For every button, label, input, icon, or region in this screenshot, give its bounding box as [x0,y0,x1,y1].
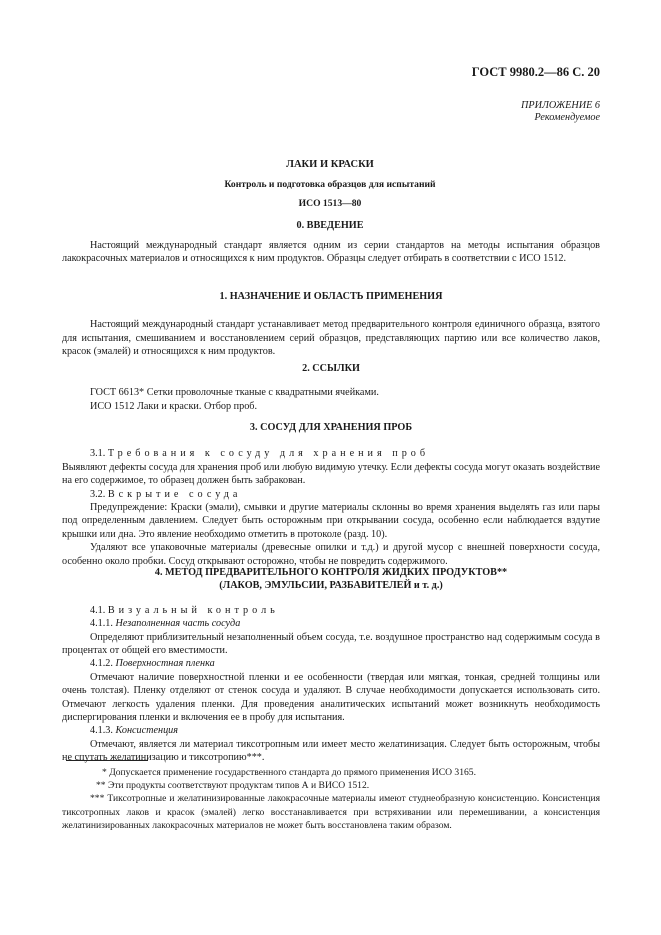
footnote-2: ** Эти продукты соответствуют продуктам типов А и ВИСО 1512. [96,780,370,792]
subsection-3-2-text: Удаляют все упаковочные материалы (древесные опилки и т.д.) и другой мусор с внешней поверхности сосуда, особенно около пробки. Сосуд открывают осторожно, чтобы не повредить содержимого. [62,542,600,567]
subsection-4-1-2-title [62,657,600,670]
subsection-3-1-title [62,447,600,460]
subsection-3-2-warning: Предупреждение: Краски (эмали), смывки и другие материалы склонны во время хранения выделять газ или пары под определенным давлением. Следует быть осторожным при открывании сосуда, особенно если наблюдается вздутие крышки или дна. Это явление необходимо отметить в протоколе (разд. 10). [62,502,600,540]
section-1-heading: 1. НАЗНАЧЕНИЕ И ОБЛАСТЬ ПРИМЕНЕНИЯ [219,291,443,302]
section-0-paragraph: Настоящий международный стандарт является одним из серии стандартов на методы испытания образцов лакокрасочных материалов и относящихся к ним продуктов. Образцы следует отбирать в соответствии с ИСО 1512. [62,240,600,265]
standard-code-header: ГОСТ 9980.2—86 С. 20 [471,65,600,79]
subsection-number: 4.1.1. [90,618,113,630]
section-2-heading: 2. ССЫЛКИ [302,363,360,374]
section-1-paragraph: Настоящий международный стандарт устанавливает метод предварительного контроля единичного образца, взятого для испытания, смешиванием и восстановлением серий образцов, представляющих партию или все количество лаков, красок (эмалей) и относящихся к ним продуктов. [62,319,600,358]
section-4 [62,566,600,765]
iso-number: ИСО 1513—80 [298,198,362,209]
subsection-4-1-1-title [62,617,600,630]
footnote-1: * Допускается применение государственного стандарта до прямого применения ИСО 3165. [102,767,477,778]
subsection-4-1-3-text: Отмечают, является ли материал тиксотропным или имеет место желатинизация. Следует быть осторожным, чтобы не спутать желатинизацию и тиксотропию***. [62,738,600,764]
recommended-label: Рекомендуемое [534,112,600,123]
appendix-label [440,100,600,124]
section-1 [62,290,600,359]
subsection-4-1-1-text: Определяют приблизительный незаполненный объем сосуда, т.е. воздушное пространство над содержимым сосуда в процентах от общей его вместимости. [62,631,600,657]
subsection-number: 4.1.3. [90,725,113,737]
section-4-heading: 4. МЕТОД ПРЕДВАРИТЕЛЬНОГО КОНТРОЛЯ ЖИДКИХ ПРОДУКТОВ** [154,567,508,578]
subsection-title: Вскрытие сосуда [107,488,242,500]
section-2 [62,362,600,413]
section-4-heading-line2: (ЛАКОВ, ЭМУЛЬСИИ, РАЗБАВИТЕЛЕЙ и т. д.) [219,580,443,592]
reference-iso-1512: ИСО 1512 Лаки и краски. Отбор проб. [90,400,258,412]
document-title: ЛАКИ И КРАСКИ [286,159,374,170]
subsection-3-1-text: Выявляют дефекты сосуда для хранения проб или любую видимую утечку. Если дефекты сосуда могут оказать воздействие на его содержимое, то образец должен быть забракован. [62,461,600,487]
subsection-number: 3.1. [90,448,106,460]
subsection-number: 3.2. [90,488,106,500]
subsection-number: 4.1. [90,604,106,616]
subsection-4-1-3-title [62,724,600,737]
subsection-number: 4.1.2. [90,658,113,670]
subsection-title: Поверхностная пленка [115,658,215,670]
subsection-title: Требования к сосуду для хранения проб [107,448,430,460]
appendix-number: ПРИЛОЖЕНИЕ 6 [521,100,600,111]
section-0-body [62,239,600,266]
section-3-heading: 3. СОСУД ДЛЯ ХРАНЕНИЯ ПРОБ [249,422,413,433]
subsection-title: Консистенция [115,725,178,737]
subsection-title: Визуальный контроль [107,604,279,616]
subsection-3-2-title [62,488,600,501]
footnotes [62,766,600,832]
section-0-heading: 0. ВВЕДЕНИЕ [296,220,364,231]
reference-gost-6613: ГОСТ 6613* Сетки проволочные тканые с квадратными ячейками. [90,387,379,399]
subsection-4-1-2-text: Отмечают наличие поверхностной пленки и ее особенности (твердая или мягкая, тонкая, средней толщины или очень толстая). Пленку отделяют от стенок сосуда и удаляют. В случае необходимости допускается использовать сито. Отмечают легкость удаления пленки. Для проведения аналитических испытаний может возникнуть необходимость диспергирования пленки и включения ее в пробу для испытания. [62,671,600,724]
footnote-3: *** Тиксотропные и желатинизированные лакокрасочные материалы имеют студнеобразную консистенцию. Консистенция тиксотропных лаков и красок (эмалей) легко восстанавливается при встряхивании или перемешивании, а консистенция желатинизированных лакокрасочных материалов не может быть восстановлена таким образом. [62,793,600,831]
footnote-divider [66,760,148,761]
section-3 [62,421,600,568]
subsection-title: Незаполненная часть сосуда [115,618,241,630]
subsection-4-1-title [62,604,600,617]
document-subtitle: Контроль и подготовка образцов для испытаний [224,179,436,190]
